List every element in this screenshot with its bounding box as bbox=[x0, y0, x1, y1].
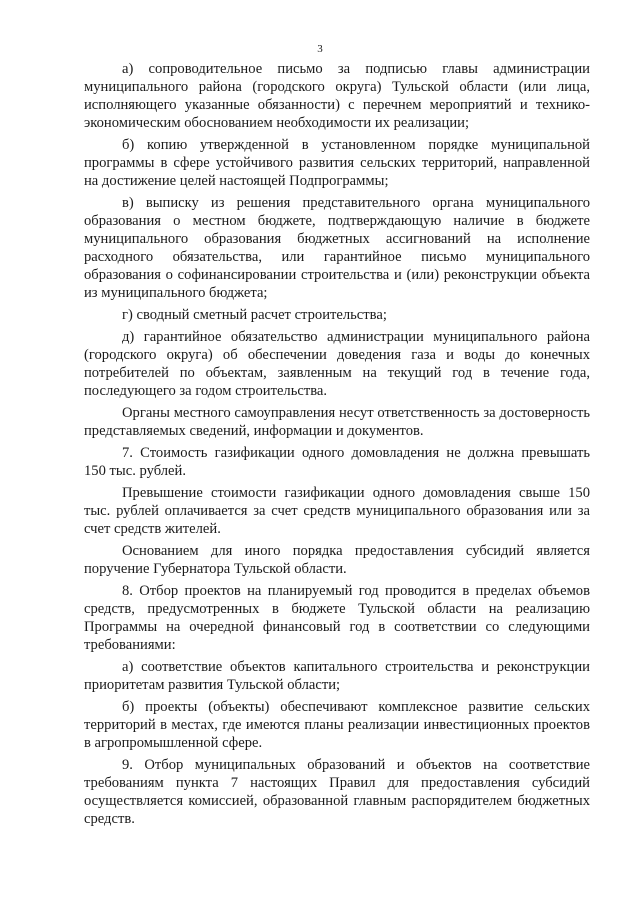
paragraph-item-b-program-copy: б) копию утвержденной в установленном порядке муниципальной программы в сфере устойчивого развития сельских территорий, направленной на достижение целей настоящей Подпрограммы; bbox=[84, 137, 590, 189]
paragraph-item-d-guarantee: д) гарантийное обязательство администрации муниципального района (городского округа) об обеспечении доведения газа и воды до конечных потребителей по объектам, заявленным на текущий год в течение года, последующего за годом строительства. bbox=[84, 329, 590, 399]
paragraph-item-a-cover-letter: а) сопроводительное письмо за подписью главы администрации муниципального района (городского округа) Тульской области (или лица, исполняющего указанные обязанности) с перечнем мероприятий и технико-экономическим обоснованием необходимости их реализации; bbox=[84, 61, 590, 131]
paragraph-clause-7: 7. Стоимость газификации одного домовладения не должна превышать 150 тыс. рублей. bbox=[84, 445, 590, 479]
paragraph-other-procedure: Основанием для иного порядка предоставления субсидий является поручение Губернатора Тульской области. bbox=[84, 543, 590, 577]
paragraph-requirement-b: б) проекты (объекты) обеспечивают комплексное развитие сельских территорий в местах, где имеются планы реализации инвестиционных проектов в агропромышленной сфере. bbox=[84, 699, 590, 751]
paragraph-requirement-a: а) соответствие объектов капитального строительства и реконструкции приоритетам развития Тульской области; bbox=[84, 659, 590, 693]
document-body bbox=[84, 60, 590, 832]
paragraph-item-g-estimate: г) сводный сметный расчет строительства; bbox=[122, 307, 387, 323]
paragraph-item-v-budget-extract: в) выписку из решения представительного органа муниципального образования о местном бюджете, подтверждающую наличие в бюджете муниципального образования бюджетных ассигнований на исполнение расходного обязательства, или гарантийное письмо муниципального образования о софинансировании строительства и (или) реконструкции объекта из муниципального бюджета; bbox=[84, 195, 590, 301]
paragraph-clause-8: 8. Отбор проектов на планируемый год проводится в пределах объемов средств, предусмотренных в бюджете Тульской области на реализацию Программы на очередной финансовый год в соответствии со следующими требованиями: bbox=[84, 583, 590, 653]
paragraph-responsibility: Органы местного самоуправления несут ответственность за достоверность представляемых сведений, информации и документов. bbox=[84, 405, 590, 439]
paragraph-clause-9: 9. Отбор муниципальных образований и объектов на соответствие требованиям пункта 7 настоящих Правил для предоставления субсидий осуществляется комиссией, образованной главным распорядителем бюджетных средств. bbox=[84, 757, 590, 827]
paragraph-cost-excess: Превышение стоимости газификации одного домовладения свыше 150 тыс. рублей оплачивается за счет средств муниципального образования или за счет средств жителей. bbox=[84, 485, 590, 537]
page-number: 3 bbox=[317, 43, 323, 55]
